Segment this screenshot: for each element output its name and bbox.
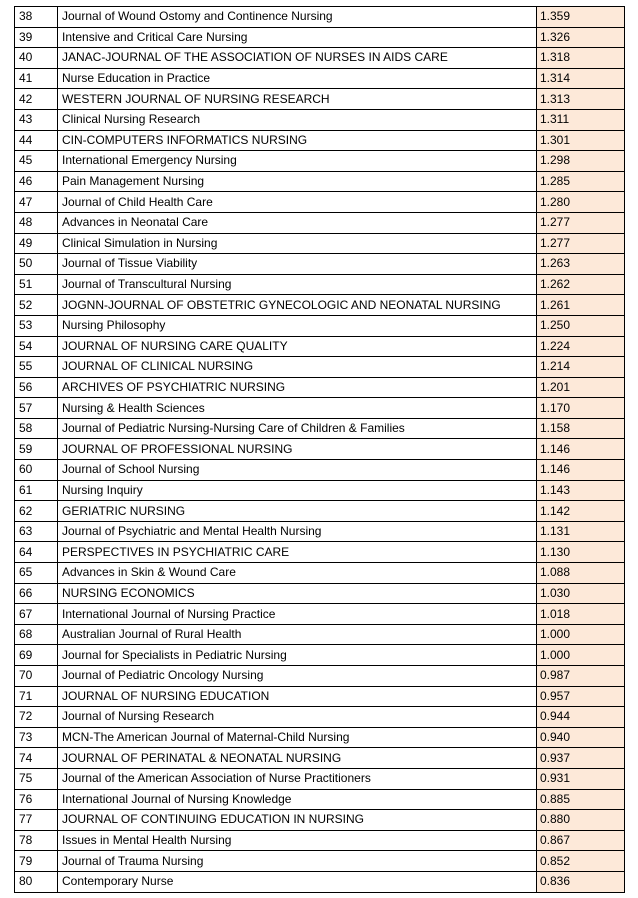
impact-factor-cell: 0.944 <box>537 707 625 728</box>
rank-cell: 52 <box>15 295 58 316</box>
table-row <box>15 810 625 831</box>
table-row <box>15 583 625 604</box>
journal-name-cell: Journal of Child Health Care <box>58 192 537 213</box>
journal-name-cell: Contemporary Nurse <box>58 871 537 892</box>
journal-name-cell: International Emergency Nursing <box>58 151 537 172</box>
impact-factor-cell: 1.277 <box>537 212 625 233</box>
journal-name-cell: MCN-The American Journal of Maternal-Child Nursing <box>58 727 537 748</box>
table-row <box>15 645 625 666</box>
journal-name-cell: Journal of Tissue Viability <box>58 254 537 275</box>
journal-name-cell: WESTERN JOURNAL OF NURSING RESEARCH <box>58 89 537 110</box>
table-row <box>15 48 625 69</box>
journal-name-cell: Journal of Nursing Research <box>58 707 537 728</box>
table-row <box>15 521 625 542</box>
rank-cell: 58 <box>15 418 58 439</box>
impact-factor-cell: 0.867 <box>537 830 625 851</box>
table-row <box>15 439 625 460</box>
table-row <box>15 460 625 481</box>
impact-factor-cell: 1.146 <box>537 439 625 460</box>
journal-name-cell: JANAC-JOURNAL OF THE ASSOCIATION OF NURSES IN AIDS CARE <box>58 48 537 69</box>
impact-factor-cell: 0.852 <box>537 851 625 872</box>
impact-factor-cell: 1.326 <box>537 27 625 48</box>
table-row <box>15 830 625 851</box>
table-row <box>15 233 625 254</box>
impact-factor-cell: 1.311 <box>537 109 625 130</box>
impact-factor-cell: 1.285 <box>537 171 625 192</box>
table-row <box>15 274 625 295</box>
rank-cell: 54 <box>15 336 58 357</box>
rank-cell: 65 <box>15 563 58 584</box>
impact-factor-cell: 0.885 <box>537 789 625 810</box>
impact-factor-cell: 1.201 <box>537 377 625 398</box>
table-row <box>15 398 625 419</box>
table-row <box>15 357 625 378</box>
rank-cell: 55 <box>15 357 58 378</box>
rank-cell: 57 <box>15 398 58 419</box>
journal-name-cell: CIN-COMPUTERS INFORMATICS NURSING <box>58 130 537 151</box>
rank-cell: 69 <box>15 645 58 666</box>
journal-name-cell: International Journal of Nursing Knowledge <box>58 789 537 810</box>
impact-factor-cell: 1.088 <box>537 563 625 584</box>
journal-name-cell: Nurse Education in Practice <box>58 68 537 89</box>
impact-factor-cell: 1.280 <box>537 192 625 213</box>
table-row <box>15 871 625 892</box>
table-row <box>15 377 625 398</box>
table-row <box>15 315 625 336</box>
rank-cell: 71 <box>15 686 58 707</box>
rank-cell: 66 <box>15 583 58 604</box>
impact-factor-cell: 0.880 <box>537 810 625 831</box>
rank-cell: 75 <box>15 768 58 789</box>
impact-factor-cell: 1.359 <box>537 7 625 28</box>
table-row <box>15 604 625 625</box>
journal-table <box>14 6 625 893</box>
impact-factor-cell: 1.143 <box>537 480 625 501</box>
impact-factor-cell: 0.957 <box>537 686 625 707</box>
rank-cell: 43 <box>15 109 58 130</box>
journal-ranking-sheet <box>14 6 624 893</box>
rank-cell: 72 <box>15 707 58 728</box>
table-row <box>15 130 625 151</box>
impact-factor-cell: 1.018 <box>537 604 625 625</box>
journal-name-cell: ARCHIVES OF PSYCHIATRIC NURSING <box>58 377 537 398</box>
table-row <box>15 768 625 789</box>
rank-cell: 64 <box>15 542 58 563</box>
table-row <box>15 727 625 748</box>
journal-name-cell: Advances in Neonatal Care <box>58 212 537 233</box>
impact-factor-cell: 1.224 <box>537 336 625 357</box>
table-row <box>15 254 625 275</box>
rank-cell: 59 <box>15 439 58 460</box>
table-row <box>15 295 625 316</box>
rank-cell: 73 <box>15 727 58 748</box>
journal-name-cell: Journal of Trauma Nursing <box>58 851 537 872</box>
impact-factor-cell: 1.301 <box>537 130 625 151</box>
journal-name-cell: Journal of Pediatric Nursing-Nursing Care of Children & Families <box>58 418 537 439</box>
table-row <box>15 624 625 645</box>
table-row <box>15 501 625 522</box>
table-row <box>15 563 625 584</box>
rank-cell: 80 <box>15 871 58 892</box>
table-row <box>15 666 625 687</box>
impact-factor-cell: 1.263 <box>537 254 625 275</box>
journal-name-cell: Intensive and Critical Care Nursing <box>58 27 537 48</box>
journal-name-cell: Journal for Specialists in Pediatric Nursing <box>58 645 537 666</box>
table-row <box>15 151 625 172</box>
impact-factor-cell: 1.318 <box>537 48 625 69</box>
impact-factor-cell: 1.158 <box>537 418 625 439</box>
rank-cell: 68 <box>15 624 58 645</box>
journal-name-cell: Journal of Pediatric Oncology Nursing <box>58 666 537 687</box>
journal-name-cell: Pain Management Nursing <box>58 171 537 192</box>
impact-factor-cell: 1.214 <box>537 357 625 378</box>
table-row <box>15 542 625 563</box>
rank-cell: 60 <box>15 460 58 481</box>
impact-factor-cell: 1.142 <box>537 501 625 522</box>
journal-name-cell: Journal of the American Association of Nurse Practitioners <box>58 768 537 789</box>
impact-factor-cell: 0.987 <box>537 666 625 687</box>
journal-name-cell: Clinical Simulation in Nursing <box>58 233 537 254</box>
journal-name-cell: Journal of School Nursing <box>58 460 537 481</box>
rank-cell: 40 <box>15 48 58 69</box>
journal-name-cell: GERIATRIC NURSING <box>58 501 537 522</box>
table-row <box>15 89 625 110</box>
journal-name-cell: Issues in Mental Health Nursing <box>58 830 537 851</box>
table-row <box>15 68 625 89</box>
impact-factor-cell: 1.000 <box>537 645 625 666</box>
journal-name-cell: International Journal of Nursing Practice <box>58 604 537 625</box>
journal-name-cell: JOURNAL OF PERINATAL & NEONATAL NURSING <box>58 748 537 769</box>
journal-name-cell: PERSPECTIVES IN PSYCHIATRIC CARE <box>58 542 537 563</box>
rank-cell: 39 <box>15 27 58 48</box>
impact-factor-cell: 1.298 <box>537 151 625 172</box>
rank-cell: 48 <box>15 212 58 233</box>
rank-cell: 42 <box>15 89 58 110</box>
table-row <box>15 789 625 810</box>
table-row <box>15 480 625 501</box>
rank-cell: 70 <box>15 666 58 687</box>
table-row <box>15 27 625 48</box>
impact-factor-cell: 1.277 <box>537 233 625 254</box>
rank-cell: 45 <box>15 151 58 172</box>
journal-name-cell: Journal of Psychiatric and Mental Health Nursing <box>58 521 537 542</box>
rank-cell: 44 <box>15 130 58 151</box>
rank-cell: 38 <box>15 7 58 28</box>
journal-name-cell: JOURNAL OF NURSING CARE QUALITY <box>58 336 537 357</box>
table-row <box>15 7 625 28</box>
impact-factor-cell: 1.250 <box>537 315 625 336</box>
rank-cell: 53 <box>15 315 58 336</box>
journal-name-cell: JOURNAL OF PROFESSIONAL NURSING <box>58 439 537 460</box>
impact-factor-cell: 1.000 <box>537 624 625 645</box>
rank-cell: 47 <box>15 192 58 213</box>
journal-name-cell: Nursing & Health Sciences <box>58 398 537 419</box>
rank-cell: 77 <box>15 810 58 831</box>
rank-cell: 49 <box>15 233 58 254</box>
rank-cell: 61 <box>15 480 58 501</box>
impact-factor-cell: 1.262 <box>537 274 625 295</box>
impact-factor-cell: 0.937 <box>537 748 625 769</box>
rank-cell: 67 <box>15 604 58 625</box>
impact-factor-cell: 1.130 <box>537 542 625 563</box>
table-row <box>15 418 625 439</box>
rank-cell: 41 <box>15 68 58 89</box>
journal-name-cell: Advances in Skin & Wound Care <box>58 563 537 584</box>
impact-factor-cell: 1.030 <box>537 583 625 604</box>
journal-name-cell: Nursing Philosophy <box>58 315 537 336</box>
impact-factor-cell: 1.313 <box>537 89 625 110</box>
impact-factor-cell: 1.314 <box>537 68 625 89</box>
impact-factor-cell: 1.146 <box>537 460 625 481</box>
rank-cell: 63 <box>15 521 58 542</box>
table-row <box>15 707 625 728</box>
table-row <box>15 851 625 872</box>
journal-name-cell: JOGNN-JOURNAL OF OBSTETRIC GYNECOLOGIC AND NEONATAL NURSING <box>58 295 537 316</box>
journal-name-cell: Journal of Wound Ostomy and Continence Nursing <box>58 7 537 28</box>
rank-cell: 51 <box>15 274 58 295</box>
table-row <box>15 748 625 769</box>
table-row <box>15 686 625 707</box>
impact-factor-cell: 0.836 <box>537 871 625 892</box>
impact-factor-cell: 0.931 <box>537 768 625 789</box>
table-row <box>15 171 625 192</box>
rank-cell: 78 <box>15 830 58 851</box>
journal-name-cell: NURSING ECONOMICS <box>58 583 537 604</box>
impact-factor-cell: 1.170 <box>537 398 625 419</box>
impact-factor-cell: 0.940 <box>537 727 625 748</box>
journal-name-cell: JOURNAL OF NURSING EDUCATION <box>58 686 537 707</box>
rank-cell: 56 <box>15 377 58 398</box>
journal-name-cell: Australian Journal of Rural Health <box>58 624 537 645</box>
rank-cell: 62 <box>15 501 58 522</box>
journal-name-cell: Journal of Transcultural Nursing <box>58 274 537 295</box>
journal-name-cell: JOURNAL OF CONTINUING EDUCATION IN NURSING <box>58 810 537 831</box>
rank-cell: 79 <box>15 851 58 872</box>
journal-name-cell: Clinical Nursing Research <box>58 109 537 130</box>
impact-factor-cell: 1.261 <box>537 295 625 316</box>
journal-name-cell: Nursing Inquiry <box>58 480 537 501</box>
journal-name-cell: JOURNAL OF CLINICAL NURSING <box>58 357 537 378</box>
rank-cell: 46 <box>15 171 58 192</box>
journal-table-body <box>15 7 625 893</box>
rank-cell: 74 <box>15 748 58 769</box>
table-row <box>15 109 625 130</box>
table-row <box>15 212 625 233</box>
rank-cell: 50 <box>15 254 58 275</box>
table-row <box>15 192 625 213</box>
table-row <box>15 336 625 357</box>
impact-factor-cell: 1.131 <box>537 521 625 542</box>
rank-cell: 76 <box>15 789 58 810</box>
